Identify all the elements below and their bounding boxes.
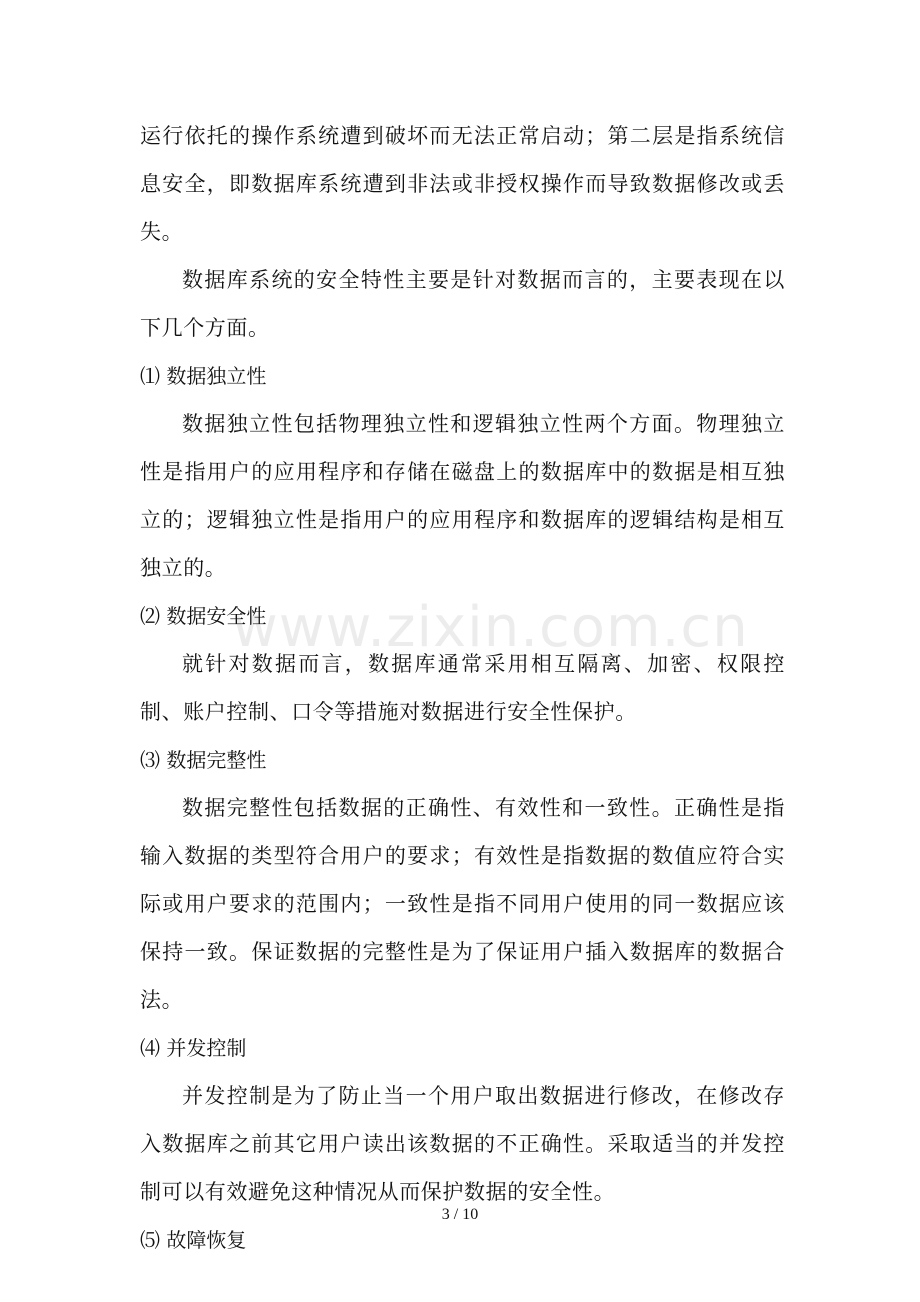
paragraph-continuation: 运行依托的操作系统遭到破坏而无法正常启动；第二层是指系统信息安全，即数据库系统遭到非法或非授权操作而导致数据修改或丢失。 — [140, 124, 785, 244]
document-page — [140, 112, 785, 1264]
watermark: www.zixin.com.cn — [232, 595, 749, 660]
paragraph-intro: 数据库系统的安全特性主要是针对数据而言的，主要表现在以下几个方面。 — [140, 268, 785, 340]
section-heading-3: ⑶ 数据完整性 — [140, 748, 267, 772]
paragraph-concurrency-control: 并发控制是为了防止当一个用户取出数据进行修改，在修改存入数据库之前其它用户读出该数据的不正确性。采取适当的并发控制可以有效避免这种情况从而保护数据的安全性。 — [140, 1084, 785, 1204]
page-number: 3 / 10 — [441, 1206, 479, 1223]
section-heading-1: ⑴ 数据独立性 — [140, 364, 267, 388]
section-heading-2: ⑵ 数据安全性 — [140, 604, 267, 628]
paragraph-data-independence: 数据独立性包括物理独立性和逻辑独立性两个方面。物理独立性是指用户的应用程序和存储在磁盘上的数据库中的数据是相互独立的；逻辑独立性是指用户的应用程序和数据库的逻辑结构是相互独立的。 — [140, 412, 785, 580]
paragraph-data-integrity: 数据完整性包括数据的正确性、有效性和一致性。正确性是指输入数据的类型符合用户的要求；有效性是指数据的数值应符合实际或用户要求的范围内；一致性是指不同用户使用的同一数据应该保持一致。保证数据的完整性是为了保证用户插入数据库的数据合法。 — [140, 796, 785, 1012]
section-heading-4: ⑷ 并发控制 — [140, 1036, 247, 1060]
paragraph-data-security: 就针对数据而言，数据库通常采用相互隔离、加密、权限控制、账户控制、口令等措施对数据进行安全性保护。 — [140, 652, 785, 724]
section-heading-5: ⑸ 故障恢复 — [140, 1228, 247, 1252]
